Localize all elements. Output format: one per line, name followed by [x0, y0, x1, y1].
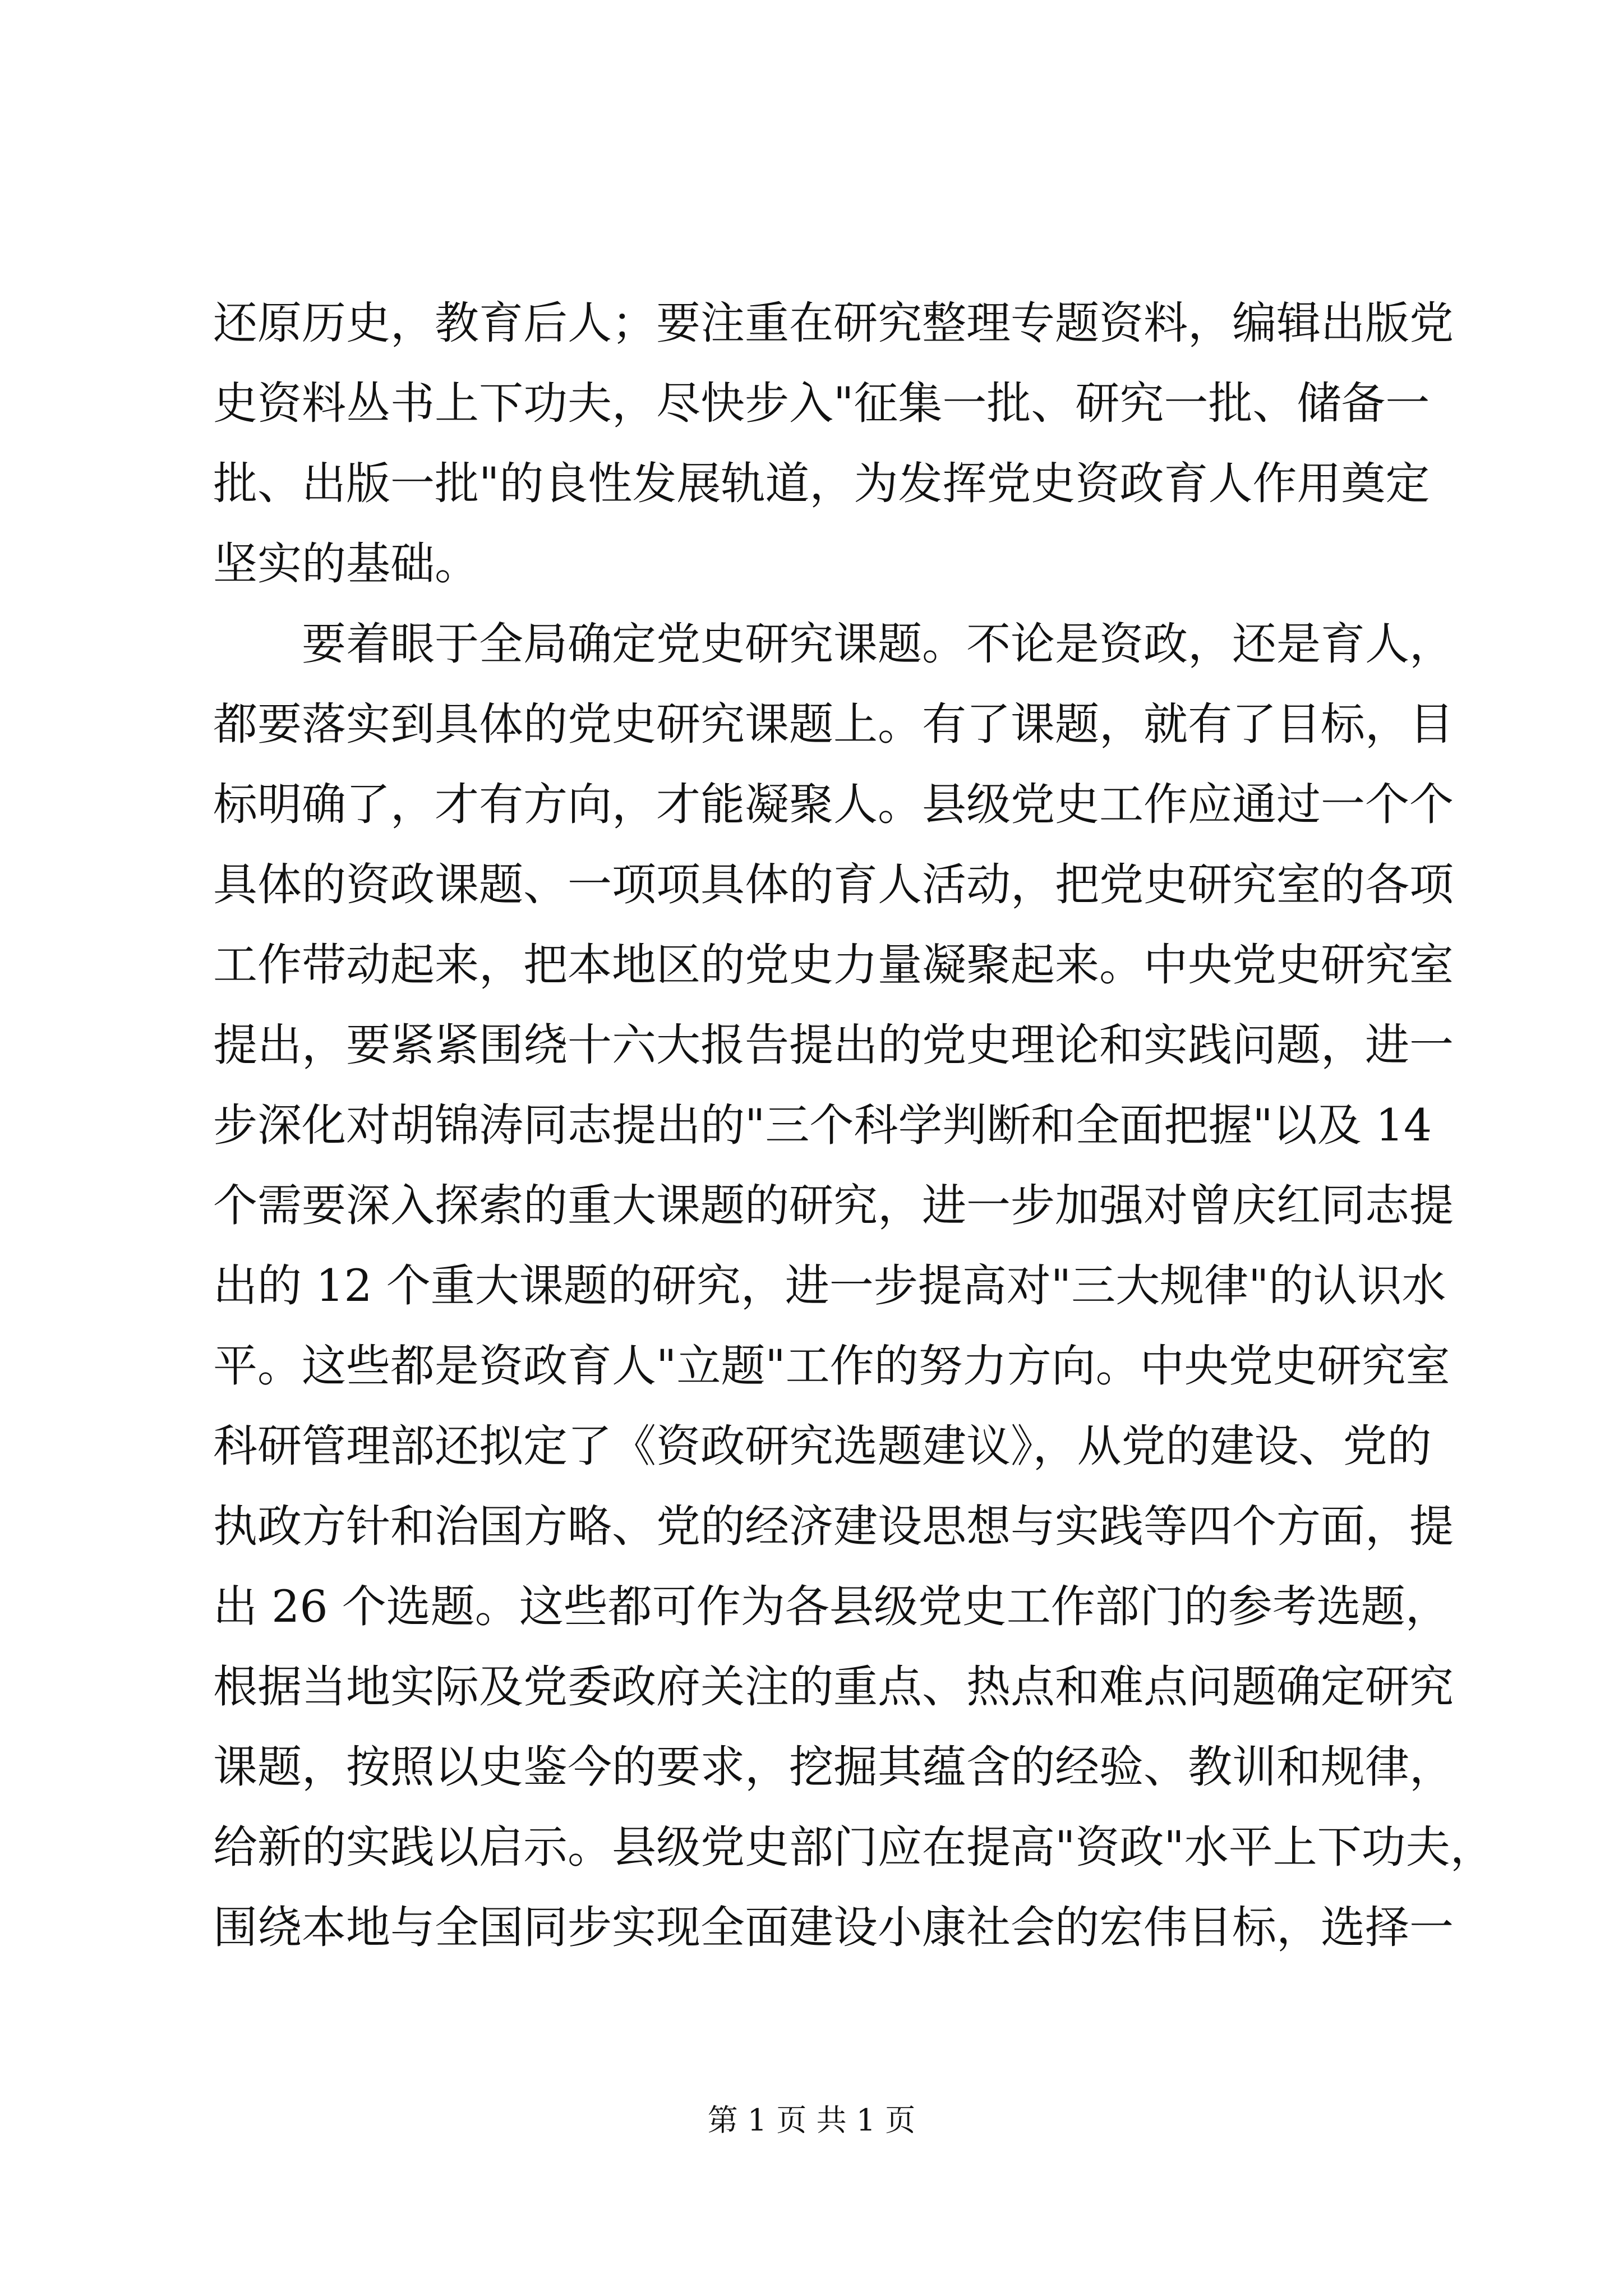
paragraph-line: 科研管理部还拟定了《资政研究选题建议》，从党的建设、党的: [213, 1420, 1432, 1472]
paragraph-line: 标明确了，才有方向，才能凝聚人。县级党史工作应通过一个个: [213, 779, 1454, 830]
paragraph-line: 工作带动起来，把本地区的党史力量凝聚起来。中央党史研究室: [213, 939, 1454, 991]
paragraph-line: 平。这些都是资政育人"立题"工作的努力方向。中央党史研究室: [213, 1340, 1450, 1392]
paragraph-line: 课题，按照以史鉴今的要求，挖掘其蕴含的经验、教训和规律，: [213, 1741, 1454, 1793]
paragraph-line: 给新的实践以启示。县级党史部门应在提高"资政"水平上下功夫，: [213, 1821, 1495, 1873]
paragraph-line: 还原历史，教育后人；要注重在研究整理专题资料，编辑出版党: [213, 297, 1454, 349]
paragraph-line: 出 26 个选题。这些都可作为各县级党史工作部门的参考选题，: [213, 1581, 1450, 1632]
paragraph-line: 史资料丛书上下功夫，尽快步入"征集一批、研究一批、储备一: [213, 378, 1430, 429]
paragraph-line: 提出，要紧紧围绕十六大报告提出的党史理论和实践问题，进一: [213, 1019, 1454, 1071]
paragraph-line: 出的 12 个重大课题的研究，进一步提高对"三大规律"的认识水: [213, 1260, 1446, 1312]
paragraph-line: 批、出版一批"的良性发展轨道，为发挥党史资政育人作用奠定: [213, 458, 1430, 509]
page-number-footer: 第 1 页 共 1 页: [707, 2102, 916, 2138]
document-body: [213, 283, 1495, 1968]
paragraph-line: 步深化对胡锦涛同志提出的"三个科学判断和全面把握"以及 14: [213, 1099, 1432, 1151]
paragraph-line: 围绕本地与全国同步实现全面建设小康社会的宏伟目标，选择一: [213, 1902, 1454, 1953]
paragraph-line: 都要落实到具体的党史研究课题上。有了课题，就有了目标，目: [213, 698, 1454, 750]
paragraph-line: 执政方针和治国方略、党的经济建设思想与实践等四个方面，提: [213, 1501, 1454, 1552]
paragraph-line: 具体的资政课题、一项项具体的育人活动，把党史研究室的各项: [213, 859, 1454, 910]
paragraph-line: 根据当地实际及党委政府关注的重点、热点和难点问题确定研究: [213, 1661, 1454, 1713]
paragraph-line: 要着眼于全局确定党史研究课题。不论是资政，还是育人，: [302, 618, 1454, 670]
paragraph-line: 坚实的基础。: [213, 538, 479, 590]
paragraph-line: 个需要深入探索的重大课题的研究，进一步加强对曾庆红同志提: [213, 1180, 1454, 1231]
